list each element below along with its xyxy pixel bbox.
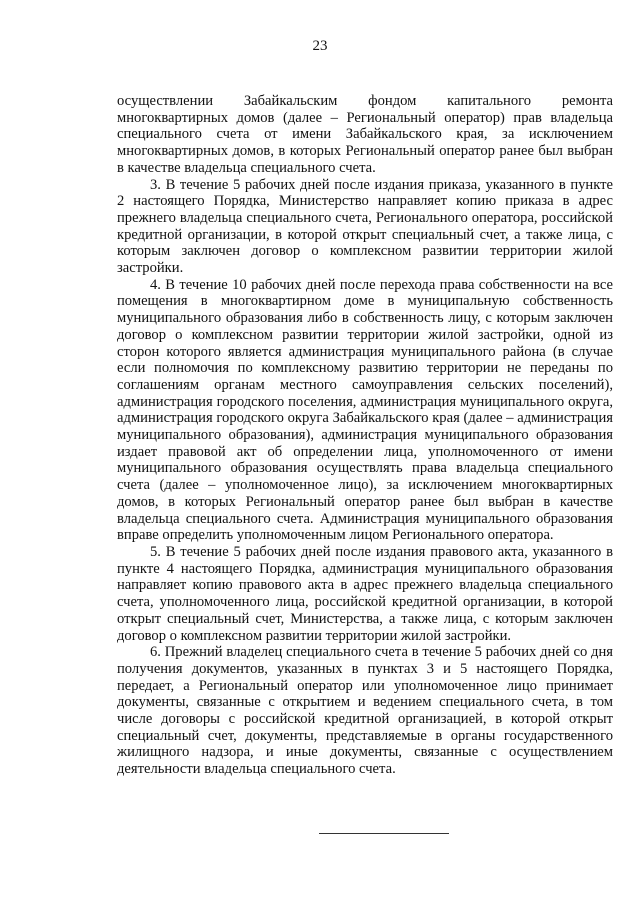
closing-rule [319, 833, 449, 834]
paragraph-5: 5. В течение 5 рабочих дней после издания правового акта, указанного в пункте 4 настоящего Порядка, администрация муниципального образования направляет копию правового акта в адрес прежнего владельца специального счета, уполномоченного лица, российской кредитной организации, в которой открыт специальный счет, Министерства, а также лица, с которым заключен договор о комплексном развитии территории жилой застройки. [117, 543, 613, 644]
paragraph-continuation: осуществлении Забайкальским фондом капитального ремонта многоквартирных домов (далее – Региональный оператор) прав владельца специального счета от имени Забайкальского края, за исключением многоквартирных домов, в которых Региональный оператор ранее был выбран в качестве владельца специального счета. [117, 93, 613, 176]
paragraph-4: 4. В течение 10 рабочих дней после перехода права собственности на все помещения в многоквартирном доме в муниципальную собственность муниципального образования либо в собственность лицу, с которым заключен договор о комплексном развитии территории жилой застройки, одной из сторон которого является администрация муниципального района (в случае если полномочия по комплексному развитию территории не переданы по соглашениям органам местного самоуправления сельских поселений), администрация городского поселения, администрация муниципального округа, администрация городского округа Забайкальского края (далее – администрация муниципального образования), администрация муниципального образования издает правовой акт об определении лица, уполномоченного от имени муниципального образования осуществлять права владельца специального счета (далее – уполномоченное лицо), за исключением многоквартирных домов, в которых Региональный оператор ранее был выбран в качестве владельца специального счета. Администрация муниципального образования вправе определить уполномоченным лицом Регионального оператора. [117, 276, 613, 544]
paragraph-3: 3. В течение 5 рабочих дней после издания приказа, указанного в пункте 2 настоящего Порядка, Министерство направляет копию приказа в адрес прежнего владельца специального счета, Регионального оператора, российской кредитной организации, в которой открыт специальный счет, а также лица, с которым заключен договор о комплексном развитии территории жилой застройки. [117, 176, 613, 277]
page-number: 23 [312, 38, 328, 54]
document-body [117, 93, 613, 778]
paragraph-6: 6. Прежний владелец специального счета в течение 5 рабочих дней со дня получения документов, указанных в пунктах 3 и 5 настоящего Порядка, передает, а Региональный оператор или уполномоченное лицо принимает документы, связанные с открытием и ведением специального счета, в том числе договоры с российской кредитной организацией, в которой открыт специальный счет, документы, представляемые в органы государственного жилищного надзора, и иные документы, связанные с осуществлением деятельности владельца специального счета. [117, 644, 613, 778]
